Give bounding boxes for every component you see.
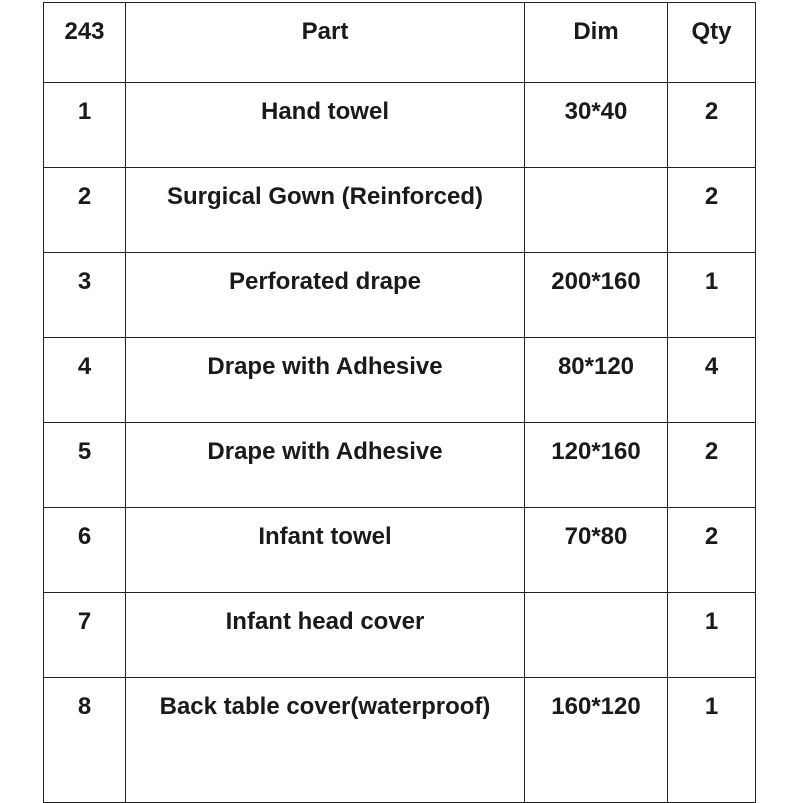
row-part: Surgical Gown (Reinforced) — [126, 168, 525, 253]
table-row — [44, 253, 756, 338]
table-row — [44, 338, 756, 423]
table-row — [44, 83, 756, 168]
row-number: 1 — [44, 83, 126, 168]
row-dim — [525, 168, 668, 253]
row-dim: 160*120 — [525, 678, 668, 803]
row-part: Infant head cover — [126, 593, 525, 678]
row-part: Drape with Adhesive — [126, 338, 525, 423]
row-part: Hand towel — [126, 83, 525, 168]
row-number: 4 — [44, 338, 126, 423]
row-part: Back table cover(waterproof) — [126, 678, 525, 803]
row-dim: 80*120 — [525, 338, 668, 423]
table-row — [44, 423, 756, 508]
row-number: 6 — [44, 508, 126, 593]
row-qty: 1 — [668, 253, 756, 338]
row-qty: 2 — [668, 83, 756, 168]
row-dim — [525, 593, 668, 678]
row-dim: 120*160 — [525, 423, 668, 508]
row-number: 2 — [44, 168, 126, 253]
row-dim: 30*40 — [525, 83, 668, 168]
parts-table — [43, 2, 756, 803]
row-qty: 2 — [668, 423, 756, 508]
header-number: 243 — [44, 3, 126, 83]
row-qty: 2 — [668, 168, 756, 253]
row-number: 5 — [44, 423, 126, 508]
table-row — [44, 168, 756, 253]
table-row — [44, 678, 756, 803]
table-row — [44, 508, 756, 593]
header-part: Part — [126, 3, 525, 83]
row-dim: 200*160 — [525, 253, 668, 338]
row-number: 3 — [44, 253, 126, 338]
row-part: Drape with Adhesive — [126, 423, 525, 508]
row-part: Infant towel — [126, 508, 525, 593]
row-qty: 4 — [668, 338, 756, 423]
header-dim: Dim — [525, 3, 668, 83]
row-qty: 2 — [668, 508, 756, 593]
table-row — [44, 593, 756, 678]
row-number: 7 — [44, 593, 126, 678]
header-qty: Qty — [668, 3, 756, 83]
row-dim: 70*80 — [525, 508, 668, 593]
row-part: Perforated drape — [126, 253, 525, 338]
row-qty: 1 — [668, 678, 756, 803]
row-qty: 1 — [668, 593, 756, 678]
header-row — [44, 3, 756, 83]
row-number: 8 — [44, 678, 126, 803]
